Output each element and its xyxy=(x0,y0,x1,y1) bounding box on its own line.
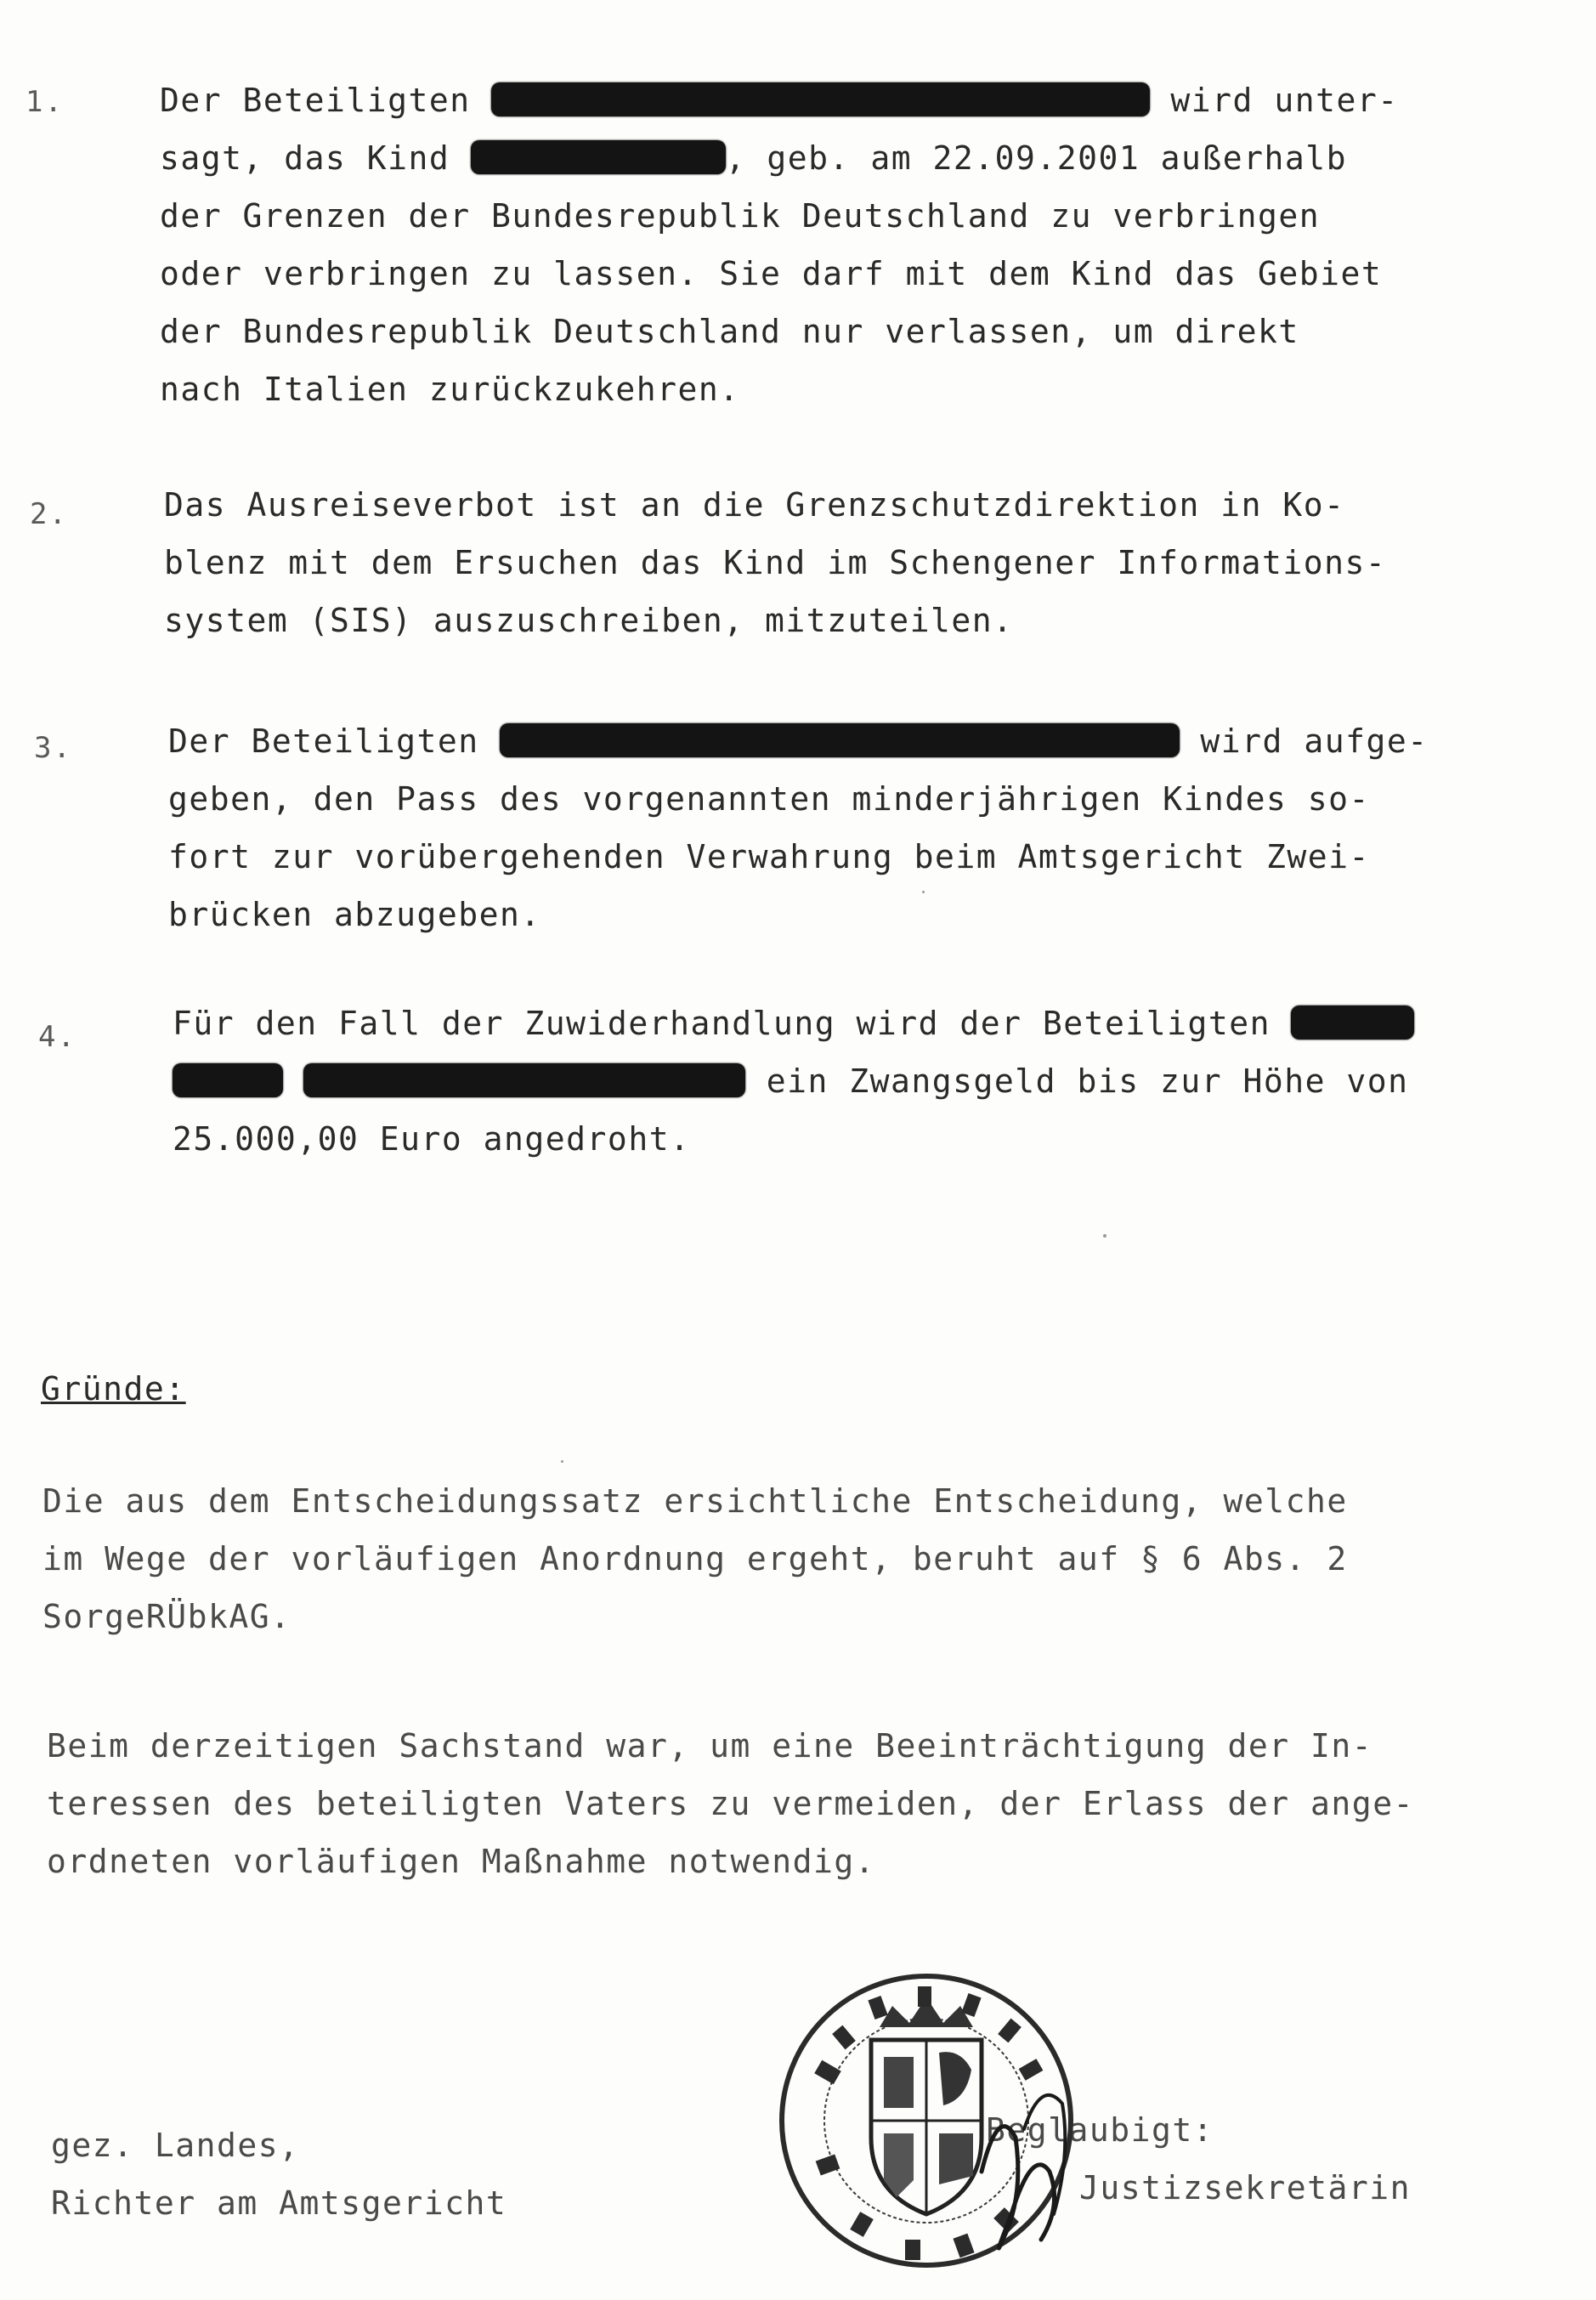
item-1-line-6: nach Italien zurückzukehren. xyxy=(160,371,740,408)
grounds-paragraph-1 xyxy=(42,1472,1348,1646)
item-4-line-3: 25.000,00 Euro angedroht. xyxy=(173,1120,691,1158)
grounds-paragraph-2 xyxy=(47,1717,1414,1890)
grounds-p1-line-1: Die aus dem Entscheidungssatz ersichtliche Entscheidung, welche xyxy=(42,1482,1348,1520)
redaction-block xyxy=(500,723,1180,757)
item-number-4: 4. xyxy=(38,1020,76,1054)
grounds-p2-line-3: ordneten vorläufigen Maßnahme notwendig. xyxy=(47,1843,876,1880)
item-1-line-1: Der Beteiligten wird unter- xyxy=(160,82,1399,119)
item-4-line-1: Für den Fall der Zuwiderhandlung wird der Beteiligten xyxy=(173,994,1414,1052)
redaction-block xyxy=(471,140,726,174)
signature-clerk-label: Beglaubigt: xyxy=(986,2111,1214,2149)
item-2-line-2: blenz mit dem Ersuchen das Kind im Schengener Informations- xyxy=(164,544,1387,581)
redaction-block xyxy=(491,82,1150,116)
scan-speck xyxy=(922,891,925,893)
item-3-line-2: geben, den Pass des vorgenannten minderjährigen Kindes so- xyxy=(168,780,1370,818)
item-3-line-3: fort zur vorübergehenden Verwahrung beim Amtsgericht Zwei- xyxy=(168,838,1370,875)
grounds-p1-line-2: im Wege der vorläufigen Anordnung ergeht, beruht auf § 6 Abs. 2 xyxy=(42,1540,1348,1578)
item-3-line-4: brücken abzugeben. xyxy=(168,896,541,933)
signature-judge xyxy=(51,2116,507,2232)
item-1-line-3: der Grenzen der Bundesrepublik Deutschland zu verbringen xyxy=(160,197,1321,235)
item-4-text xyxy=(173,994,1414,1168)
item-2-text xyxy=(164,476,1386,649)
redaction-block xyxy=(303,1063,745,1097)
signature-judge-title: Richter am Amtsgericht xyxy=(51,2184,507,2222)
scan-speck xyxy=(561,1460,563,1463)
grounds-p1-line-3: SorgeRÜbkAG. xyxy=(42,1598,291,1635)
item-number-2: 2. xyxy=(30,497,68,531)
item-3-text xyxy=(168,712,1429,943)
item-2-line-3: system (SIS) auszuschreiben, mitzuteilen. xyxy=(164,602,1014,639)
grounds-heading: Gründe: xyxy=(41,1370,186,1408)
court-seal-stamp xyxy=(769,1959,1084,2282)
item-4-line-2: ein Zwangsgeld bis zur Höhe von xyxy=(173,1052,1414,1110)
grounds-p2-line-2: teressen des beteiligten Vaters zu vermeiden, der Erlass der ange- xyxy=(47,1785,1414,1822)
item-1-line-5: der Bundesrepublik Deutschland nur verlassen, um direkt xyxy=(160,313,1299,350)
item-1-text xyxy=(160,71,1399,418)
item-2-line-1: Das Ausreiseverbot ist an die Grenzschutzdirektion in Ko- xyxy=(164,486,1345,524)
signature-clerk-title: Justizsekretärin xyxy=(1079,2169,1412,2207)
item-3-line-1: Der Beteiligten wird aufge- xyxy=(168,722,1429,760)
grounds-p2-line-1: Beim derzeitigen Sachstand war, um eine Beeinträchtigung der In- xyxy=(47,1727,1373,1765)
item-number-1: 1. xyxy=(25,85,64,119)
item-number-3: 3. xyxy=(34,731,72,765)
item-1-line-2: sagt, das Kind , geb. am 22.09.2001 außerhalb xyxy=(160,139,1348,177)
redaction-block xyxy=(1291,1006,1414,1040)
signature-judge-name: gez. Landes, xyxy=(51,2127,300,2164)
item-1-line-4: oder verbringen zu lassen. Sie darf mit dem Kind das Gebiet xyxy=(160,255,1383,292)
scan-speck xyxy=(1103,1234,1106,1238)
redaction-block xyxy=(173,1063,283,1097)
